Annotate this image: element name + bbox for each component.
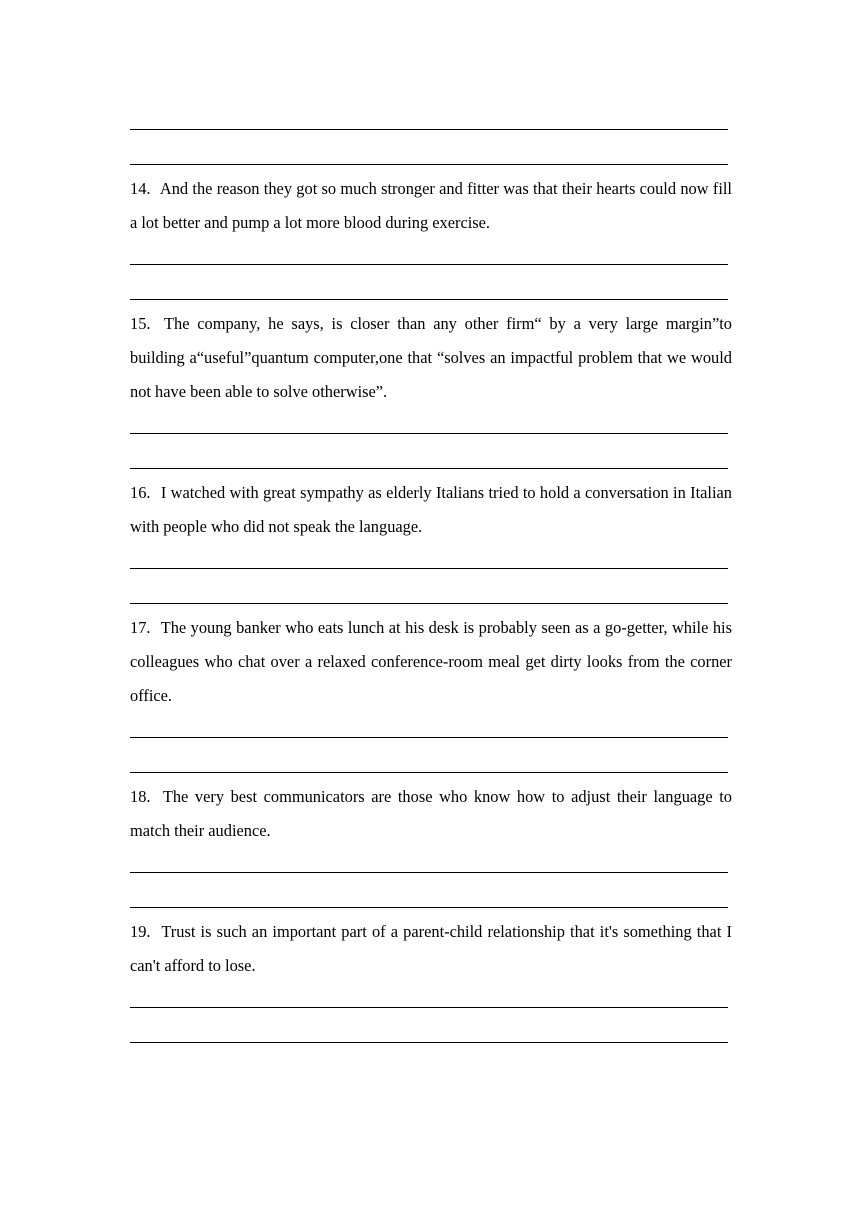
question-number: 19. <box>130 922 151 941</box>
answer-line <box>130 1042 728 1043</box>
question-14 <box>130 172 732 240</box>
question-number: 17. <box>130 618 151 637</box>
question-19 <box>130 915 732 983</box>
question-text: Trust is such an important part of a parent-child relationship that it's something that I can't afford to lose. <box>130 922 732 975</box>
question-15 <box>130 307 732 409</box>
answer-line <box>130 907 728 908</box>
question-text: The company, he says, is closer than any other firm“ by a very large margin”to building a“useful”quantum computer,one that “solves an impactful problem that we would not have been able to solve otherwise”. <box>130 314 732 401</box>
answer-line <box>130 603 728 604</box>
question-number: 15. <box>130 314 151 333</box>
answer-line <box>130 299 728 300</box>
question-number: 18. <box>130 787 151 806</box>
answer-line <box>130 737 728 738</box>
question-number: 14. <box>130 179 151 198</box>
answer-line <box>130 164 728 165</box>
question-18 <box>130 780 732 848</box>
question-number: 16. <box>130 483 151 502</box>
answer-line <box>130 129 728 130</box>
answer-line <box>130 872 728 873</box>
question-text: The very best communicators are those who know how to adjust their language to match their audience. <box>130 787 732 840</box>
answer-line <box>130 772 728 773</box>
question-16 <box>130 476 732 544</box>
question-17 <box>130 611 732 713</box>
question-text: The young banker who eats lunch at his desk is probably seen as a go-getter, while his colleagues who chat over a relaxed conference-room meal get dirty looks from the corner office. <box>130 618 732 705</box>
answer-line <box>130 433 728 434</box>
answer-line <box>130 1007 728 1008</box>
answer-line <box>130 468 728 469</box>
answer-line <box>130 264 728 265</box>
answer-line <box>130 568 728 569</box>
question-text: I watched with great sympathy as elderly Italians tried to hold a conversation in Italian with people who did not speak the language. <box>130 483 732 536</box>
question-text: And the reason they got so much stronger and fitter was that their hearts could now fill a lot better and pump a lot more blood during exercise. <box>130 179 732 232</box>
